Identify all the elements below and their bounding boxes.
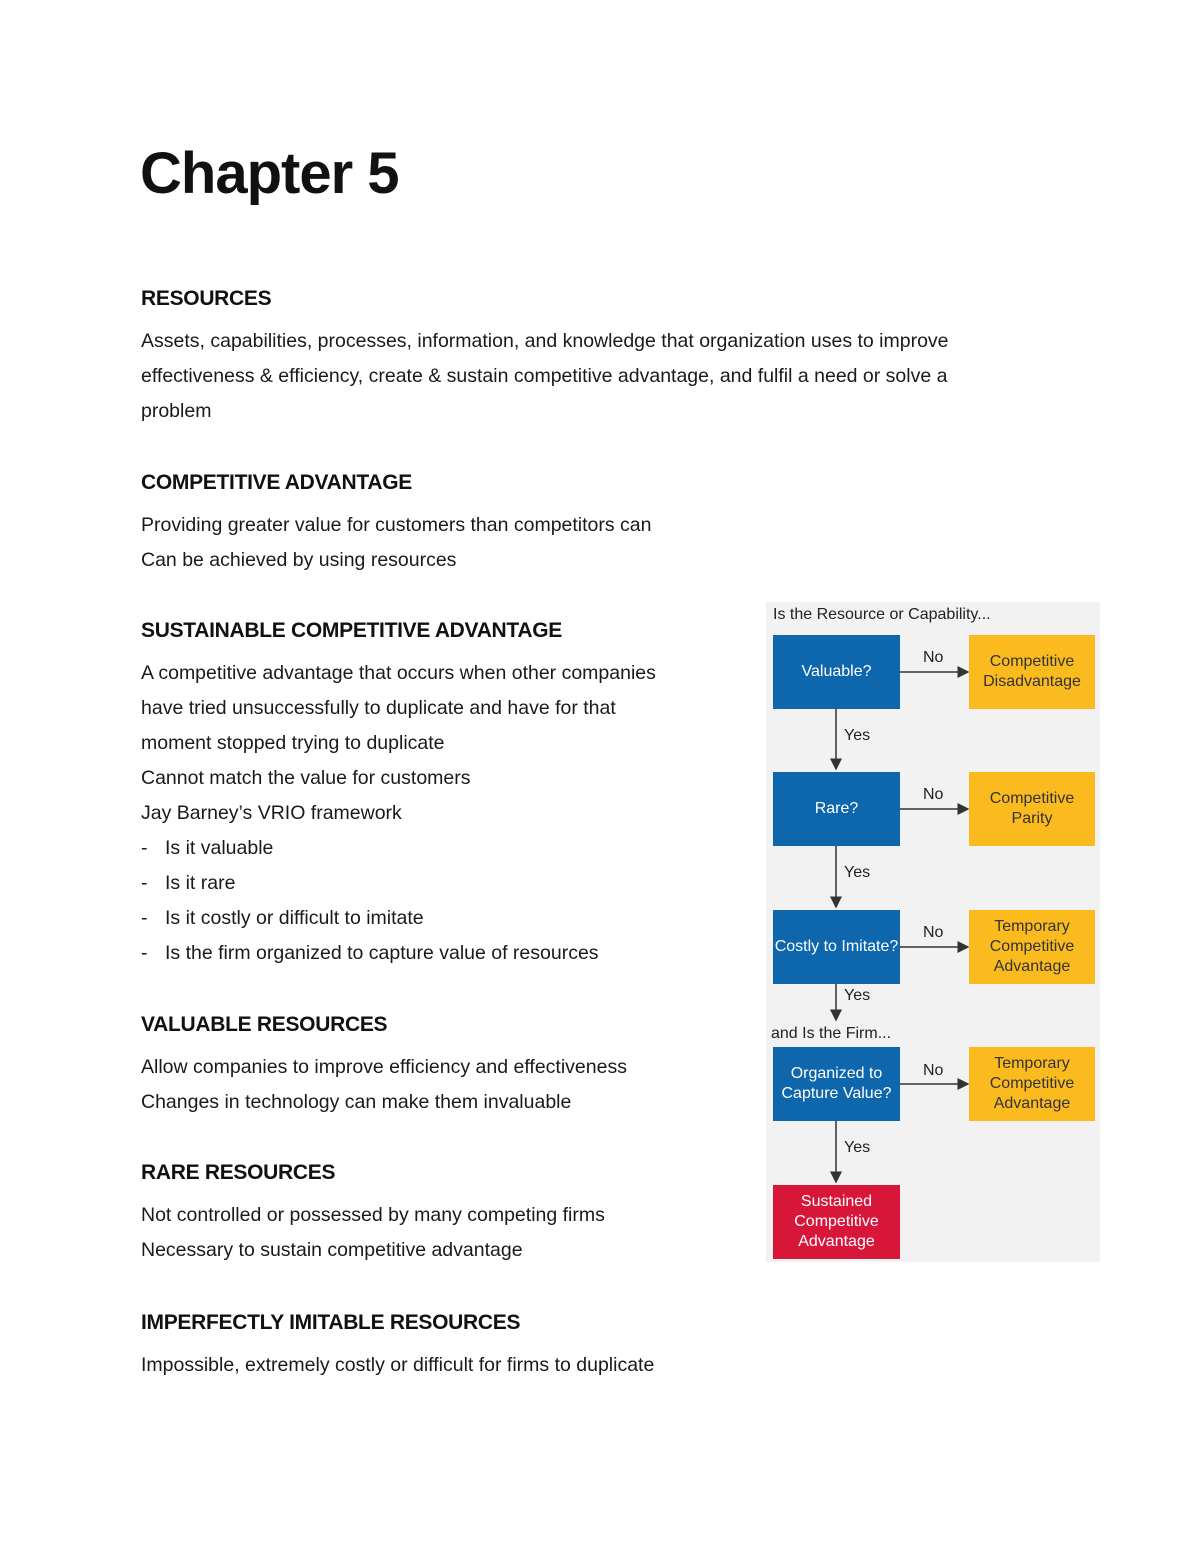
- list-item: [141, 901, 741, 936]
- body-line: Changes in technology can make them invaluable: [141, 1091, 572, 1113]
- bullet-dash: -: [141, 907, 148, 929]
- list-item-text: Is it rare: [165, 872, 236, 894]
- section-heading: VALUABLE RESOURCES: [141, 1013, 388, 1036]
- question-valuable: Valuable?: [773, 635, 900, 709]
- bullet-dash: -: [141, 872, 148, 894]
- outcome-competitive-parity: Competitive Parity: [969, 772, 1095, 846]
- question-costly-to-imitate: Costly to Imitate?: [773, 910, 900, 984]
- list-item-text: Is it valuable: [165, 837, 274, 859]
- bullet-dash: -: [141, 837, 148, 859]
- body-line: A competitive advantage that occurs when other companies: [141, 662, 656, 684]
- body-line: Not controlled or possessed by many competing firms: [141, 1204, 605, 1226]
- section-resources: [141, 284, 1061, 429]
- list-item: [141, 936, 741, 971]
- section-heading: IMPERFECTLY IMITABLE RESOURCES: [141, 1311, 521, 1334]
- list-item-text: Is the firm organized to capture value of resources: [165, 942, 599, 964]
- section-heading: COMPETITIVE ADVANTAGE: [141, 471, 412, 494]
- section-imperfectly-imitable-resources: [141, 1308, 1061, 1383]
- section-heading: RESOURCES: [141, 287, 272, 310]
- list-item: [141, 866, 741, 901]
- yes-label: Yes: [844, 727, 871, 744]
- body-line: Impossible, extremely costly or difficult for firms to duplicate: [141, 1354, 655, 1376]
- no-label: No: [923, 786, 944, 803]
- section-heading: RARE RESOURCES: [141, 1161, 336, 1184]
- list-item-text: Is it costly or difficult to imitate: [165, 907, 424, 929]
- bullet-dash: -: [141, 942, 148, 964]
- body-line: Necessary to sustain competitive advantage: [141, 1239, 523, 1261]
- section-competitive-advantage: [141, 468, 1061, 578]
- list-item: [141, 831, 741, 866]
- section-valuable-resources: [141, 1010, 741, 1120]
- body-line: Allow companies to improve efficiency and effectiveness: [141, 1056, 627, 1078]
- body-line: have tried unsuccessfully to duplicate and have for that: [141, 697, 616, 719]
- body-line: Jay Barney’s VRIO framework: [141, 802, 402, 824]
- section-sustainable-competitive-advantage: [141, 616, 741, 971]
- page-title: Chapter 5: [140, 141, 399, 206]
- section-rare-resources: [141, 1158, 741, 1268]
- outcome-temporary-advantage: Temporary Competitive Advantage: [969, 1047, 1095, 1121]
- vrio-diagram: [766, 602, 1100, 1262]
- outcome-temporary-advantage: Temporary Competitive Advantage: [969, 910, 1095, 984]
- body-line: Providing greater value for customers than competitors can: [141, 514, 652, 536]
- outcome-competitive-disadvantage: Competitive Disadvantage: [969, 635, 1095, 709]
- no-label: No: [923, 649, 944, 666]
- vrio-list: [141, 831, 741, 971]
- yes-label: Yes: [844, 864, 871, 881]
- outcome-sustained-advantage: Sustained Competitive Advantage: [773, 1185, 900, 1259]
- question-rare: Rare?: [773, 772, 900, 846]
- body-line: Cannot match the value for customers: [141, 767, 471, 789]
- no-label: No: [923, 1062, 944, 1079]
- body-line: effectiveness & efficiency, create & sustain competitive advantage, and fulfil a need or solve a: [141, 365, 948, 387]
- yes-label: Yes: [844, 987, 871, 1004]
- body-line: Assets, capabilities, processes, information, and knowledge that organization uses to improve: [141, 330, 949, 352]
- no-label: No: [923, 924, 944, 941]
- diagram-mid-header: and Is the Firm...: [771, 1025, 892, 1042]
- diagram-header: Is the Resource or Capability...: [773, 606, 991, 623]
- body-line: problem: [141, 400, 212, 422]
- body-line: moment stopped trying to duplicate: [141, 732, 445, 754]
- question-organized: Organized to Capture Value?: [773, 1047, 900, 1121]
- body-line: Can be achieved by using resources: [141, 549, 457, 571]
- section-heading: SUSTAINABLE COMPETITIVE ADVANTAGE: [141, 619, 563, 642]
- yes-label: Yes: [844, 1139, 871, 1156]
